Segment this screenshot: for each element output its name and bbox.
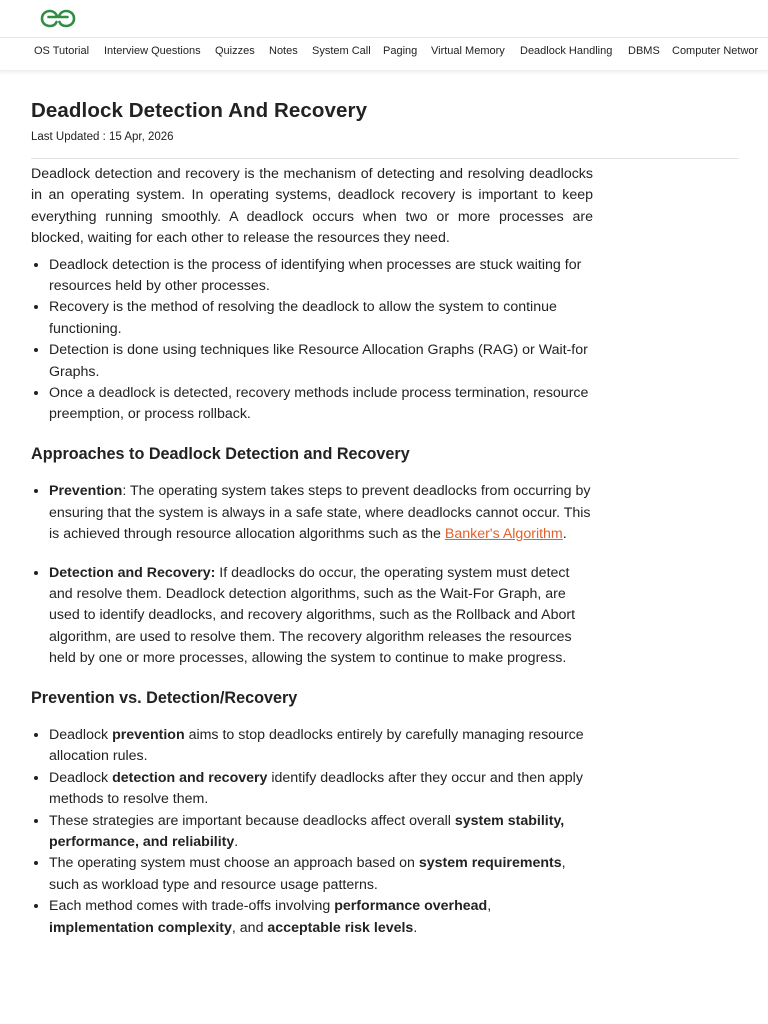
last-updated: Last Updated : 15 Apr, 2026 [31,131,174,143]
list-item: • Each method comes with trade-offs involving performance overhead, implementation complexity, and acceptable risk levels. [49,896,593,939]
top-header [0,0,768,38]
intro-bullet-list [31,255,593,426]
category-nav [0,38,768,71]
list-item: • Deadlock detection is the process of identifying when processes are stuck waiting for resources held by other processes. [49,255,593,298]
nav-item-virtual-memory[interactable]: Virtual Memory [431,45,505,57]
list-item: • Recovery is the method of resolving the deadlock to allow the system to continue functioning. [49,297,593,340]
section-heading-approaches: Approaches to Deadlock Detection and Recovery [31,444,410,463]
list-item-detection [49,563,593,670]
nav-item-computer-networks[interactable]: Computer Networ [672,45,759,57]
list-item: • Deadlock detection and recovery identify deadlocks after they occur and then apply methods to resolve them. [49,768,593,811]
nav-item-dbms[interactable]: DBMS [628,45,660,57]
page-title: Deadlock Detection And Recovery [31,99,368,122]
detection-label: Detection and Recovery: [49,564,216,581]
list-item-prevention [49,481,593,545]
list-item: • The operating system must choose an approach based on system requirements, such as workload type and resource usage patterns. [49,853,593,896]
detection-text: If deadlocks do occur, the operating system must detect and resolve them. Deadlock detection algorithms, such as the Wait-For Graph, are used to identify deadlocks, and recovery algorithms, such as the Rollback and Abort algorithm, are used to resolve them. The recovery algorithm releases the resources held by one or more processes, allowing the system to continue to make progress. [49,564,576,667]
article-body [31,164,593,939]
nav-item-quizzes[interactable]: Quizzes [215,45,255,57]
nav-item-os-tutorial[interactable]: OS Tutorial [34,45,90,57]
list-item: • Once a deadlock is detected, recovery methods include process termination, resource preemption, or process rollback. [49,383,593,426]
approaches-list [31,481,593,669]
nav-item-notes[interactable]: Notes [269,45,298,57]
prevention-text: : The operating system takes steps to prevent deadlocks from occurring by ensuring that the system is always in a safe state, where deadlocks cannot occur. This is achieved through resource allocation algorithms such as the [49,483,591,543]
list-item: • Deadlock prevention aims to stop deadlocks entirely by carefully managing resource allocation rules. [49,725,593,768]
prevention-end: . [562,526,567,543]
nav-item-system-call[interactable]: System Call [312,45,371,57]
nav-item-interview-questions[interactable]: Interview Questions [104,45,201,57]
list-item: • Detection is done using techniques like Resource Allocation Graphs (RAG) or Wait-for Graphs. [49,340,593,383]
bankers-algorithm-link[interactable]: Banker's Algorithm [444,526,563,543]
nav-item-paging[interactable]: Paging [383,45,418,57]
gfg-logo-icon[interactable] [38,9,78,29]
intro-paragraph: Deadlock detection and recovery is the mechanism of detecting and resolving deadlocks in an operating system. In operating systems, deadlock recovery is important to keep everything running smoothly. A deadlock occurs when two or more processes are blocked, waiting for each other to release the resources they need. [31,166,593,247]
comparison-list [31,725,593,939]
prevention-label: Prevention [49,483,123,500]
list-item: • These strategies are important because deadlocks affect overall system stability, performance, and reliability. [49,811,593,854]
title-divider [31,158,739,159]
nav-item-deadlock-handling[interactable]: Deadlock Handling [520,45,613,57]
section-heading-prevention-vs-detection: Prevention vs. Detection/Recovery [31,688,298,707]
